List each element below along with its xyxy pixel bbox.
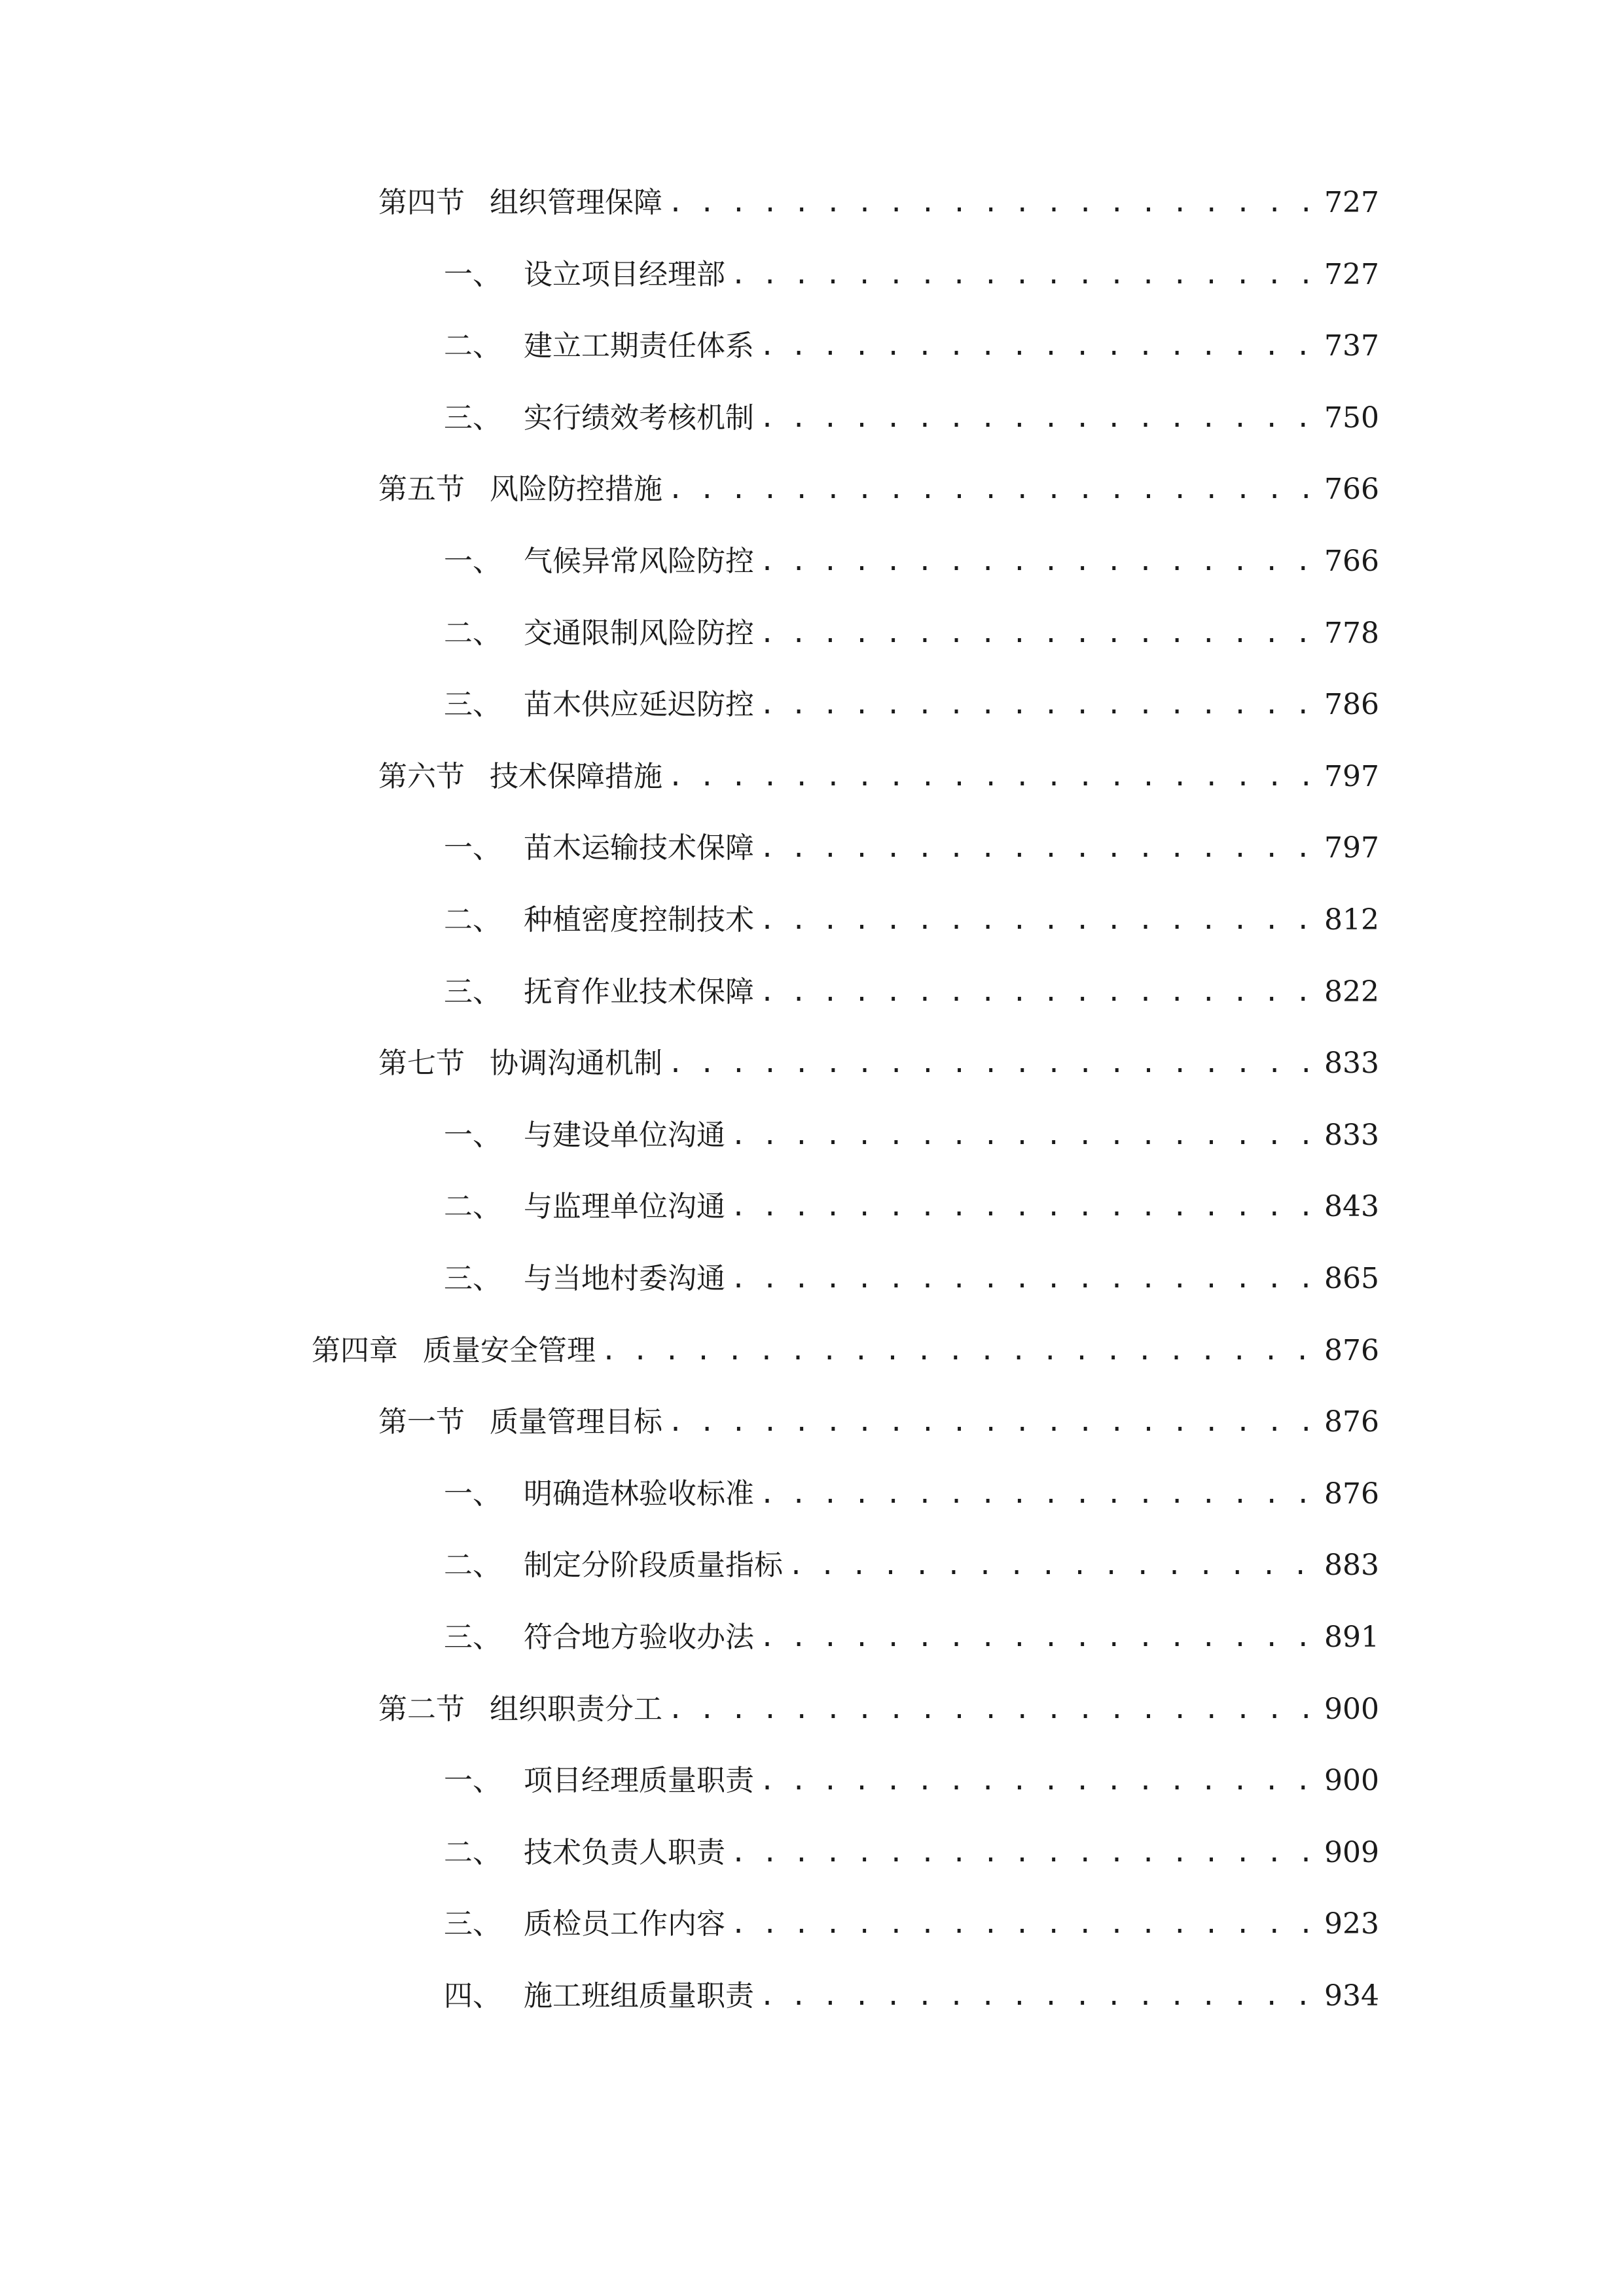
toc-entry-number: 三、 <box>444 1907 501 1941</box>
toc-dot-leader <box>731 1109 1310 1162</box>
toc-entry-page-number: 727 <box>1324 257 1379 291</box>
toc-dot-leader <box>731 249 1310 301</box>
toc-entry-section[interactable] <box>378 1396 1379 1448</box>
toc-dot-leader <box>668 1683 1310 1736</box>
toc-entry-number: 一、 <box>444 1477 501 1511</box>
toc-entry-page-number: 833 <box>1324 1047 1379 1081</box>
toc-dot-leader <box>759 535 1310 588</box>
toc-entry-page-number: 727 <box>1324 186 1379 219</box>
toc-entry-item[interactable] <box>444 1611 1379 1664</box>
toc-entry-number: 第五节 <box>378 473 465 507</box>
toc-entry-item[interactable] <box>444 1109 1379 1162</box>
toc-entry-item[interactable] <box>444 894 1379 946</box>
toc-entry-title: 技术保障措施 <box>490 759 662 793</box>
toc-entry-number: 第四章 <box>312 1333 398 1367</box>
toc-entry-page-number: 750 <box>1324 401 1379 435</box>
toc-entry-section[interactable] <box>378 751 1379 803</box>
toc-entry-title: 质检员工作内容 <box>524 1907 725 1941</box>
toc-entry-item[interactable] <box>444 1827 1379 1879</box>
toc-dot-leader <box>759 1611 1310 1664</box>
toc-dot-leader <box>731 1898 1310 1950</box>
toc-entry-title: 质量管理目标 <box>490 1405 662 1439</box>
toc-entry-title: 符合地方验收办法 <box>524 1621 754 1654</box>
toc-entry-item[interactable] <box>444 1755 1379 1807</box>
toc-entry-page-number: 833 <box>1324 1118 1379 1152</box>
toc-entry-item[interactable] <box>444 1253 1379 1305</box>
toc-entry-page-number: 934 <box>1324 1979 1379 2013</box>
toc-entry-number: 二、 <box>444 903 501 937</box>
toc-entry-item[interactable] <box>444 607 1379 660</box>
toc-entry-number: 一、 <box>444 1118 501 1152</box>
toc-entry-page-number: 737 <box>1324 329 1379 363</box>
toc-entry-number: 一、 <box>444 831 501 865</box>
toc-entry-number: 第一节 <box>378 1405 465 1439</box>
toc-dot-leader <box>759 1755 1310 1807</box>
toc-dot-leader <box>759 1970 1310 2022</box>
toc-entry-number: 一、 <box>444 545 501 578</box>
toc-entry-number: 第七节 <box>378 1047 465 1081</box>
toc-entry-title: 苗木运输技术保障 <box>524 831 754 865</box>
toc-dot-leader <box>759 392 1310 444</box>
toc-entry-number: 第二节 <box>378 1692 465 1726</box>
toc-entry-page-number: 876 <box>1324 1333 1379 1367</box>
toc-entry-number: 三、 <box>444 401 501 435</box>
toc-entry-page-number: 786 <box>1324 688 1379 722</box>
toc-dot-leader <box>759 607 1310 660</box>
toc-entry-item[interactable] <box>444 966 1379 1018</box>
toc-entry-page-number: 797 <box>1324 759 1379 793</box>
toc-entry-title: 抚育作业技术保障 <box>524 975 754 1009</box>
toc-entry-item[interactable] <box>444 249 1379 301</box>
toc-entry-page-number: 876 <box>1324 1477 1379 1511</box>
toc-entry-title: 实行绩效考核机制 <box>524 401 754 435</box>
toc-entry-title: 交通限制风险防控 <box>524 616 754 650</box>
toc-entry-title: 与监理单位沟通 <box>524 1190 725 1224</box>
toc-entry-page-number: 778 <box>1324 616 1379 650</box>
toc-entry-page-number: 766 <box>1324 545 1379 578</box>
toc-dot-leader <box>668 1396 1310 1448</box>
toc-entry-item[interactable] <box>444 679 1379 731</box>
toc-entry-title: 种植密度控制技术 <box>524 903 754 937</box>
toc-entry-item[interactable] <box>444 1898 1379 1950</box>
toc-entry-number: 二、 <box>444 1549 501 1583</box>
toc-dot-leader <box>759 966 1310 1018</box>
toc-entry-page-number: 891 <box>1324 1621 1379 1654</box>
toc-entry-item[interactable] <box>444 320 1379 372</box>
toc-entry-item[interactable] <box>444 392 1379 444</box>
toc-dot-leader <box>788 1539 1310 1592</box>
toc-entry-item[interactable] <box>444 1181 1379 1233</box>
toc-entry-title: 苗木供应延迟防控 <box>524 688 754 722</box>
toc-entry-section[interactable] <box>378 1037 1379 1090</box>
toc-entry-title: 明确造林验收标准 <box>524 1477 754 1511</box>
toc-entry-section[interactable] <box>378 177 1379 229</box>
toc-dot-leader <box>731 1827 1310 1879</box>
toc-entry-page-number: 766 <box>1324 473 1379 507</box>
toc-entry-page-number: 923 <box>1324 1907 1379 1941</box>
toc-entry-title: 项目经理质量职责 <box>524 1764 754 1798</box>
toc-dot-leader <box>759 1468 1310 1520</box>
toc-entry-number: 三、 <box>444 1621 501 1654</box>
toc-entry-page-number: 797 <box>1324 831 1379 865</box>
toc-entry-title: 施工班组质量职责 <box>524 1979 754 2013</box>
toc-entry-title: 协调沟通机制 <box>490 1047 662 1081</box>
toc-entry-number: 第四节 <box>378 186 465 219</box>
toc-entry-chapter[interactable] <box>312 1325 1379 1377</box>
toc-dot-leader <box>759 822 1310 874</box>
toc-entry-number: 一、 <box>444 257 501 291</box>
toc-entry-title: 与当地村委沟通 <box>524 1262 725 1295</box>
toc-dot-leader <box>759 679 1310 731</box>
toc-dot-leader <box>668 751 1310 803</box>
toc-entry-item[interactable] <box>444 822 1379 874</box>
toc-entry-page-number: 883 <box>1324 1549 1379 1583</box>
toc-entry-number: 三、 <box>444 1262 501 1295</box>
toc-entry-title: 设立项目经理部 <box>524 257 725 291</box>
toc-dot-leader <box>731 1253 1310 1305</box>
toc-entry-page-number: 812 <box>1324 903 1379 937</box>
toc-entry-page-number: 909 <box>1324 1835 1379 1869</box>
toc-dot-leader <box>759 894 1310 946</box>
toc-entry-section[interactable] <box>378 463 1379 516</box>
toc-entry-title: 组织职责分工 <box>490 1692 662 1726</box>
toc-entry-page-number: 876 <box>1324 1405 1379 1439</box>
toc-entry-title: 风险防控措施 <box>490 473 662 507</box>
toc-entry-number: 二、 <box>444 329 501 363</box>
toc-entry-number: 三、 <box>444 688 501 722</box>
toc-entry-title: 组织管理保障 <box>490 186 662 219</box>
toc-entry-number: 二、 <box>444 1190 501 1224</box>
toc-dot-leader <box>601 1325 1310 1377</box>
toc-entry-title: 气候异常风险防控 <box>524 545 754 578</box>
toc-entry-number: 一、 <box>444 1764 501 1798</box>
toc-entry-number: 二、 <box>444 616 501 650</box>
toc-entry-title: 质量安全管理 <box>423 1333 596 1367</box>
toc-entry-page-number: 865 <box>1324 1262 1379 1295</box>
toc-dot-leader <box>759 320 1310 372</box>
toc-entry-page-number: 843 <box>1324 1190 1379 1224</box>
toc-entry-item[interactable] <box>444 535 1379 588</box>
toc-dot-leader <box>731 1181 1310 1233</box>
toc-entry-item[interactable] <box>444 1539 1379 1592</box>
toc-entry-item[interactable] <box>444 1970 1379 2022</box>
toc-entry-title: 建立工期责任体系 <box>524 329 754 363</box>
toc-dot-leader <box>668 177 1310 229</box>
toc-entry-title: 制定分阶段质量指标 <box>524 1549 783 1583</box>
toc-entry-item[interactable] <box>444 1468 1379 1520</box>
toc-entry-page-number: 900 <box>1324 1692 1379 1726</box>
toc-entry-number: 二、 <box>444 1835 501 1869</box>
toc-entry-number: 第六节 <box>378 759 465 793</box>
toc-entry-section[interactable] <box>378 1683 1379 1736</box>
toc-entry-title: 技术负责人职责 <box>524 1835 725 1869</box>
toc-entry-page-number: 900 <box>1324 1764 1379 1798</box>
toc-entry-page-number: 822 <box>1324 975 1379 1009</box>
toc-entry-number: 四、 <box>444 1979 501 2013</box>
toc-entry-title: 与建设单位沟通 <box>524 1118 725 1152</box>
toc-entry-number: 三、 <box>444 975 501 1009</box>
toc-dot-leader <box>668 463 1310 516</box>
toc-dot-leader <box>668 1037 1310 1090</box>
